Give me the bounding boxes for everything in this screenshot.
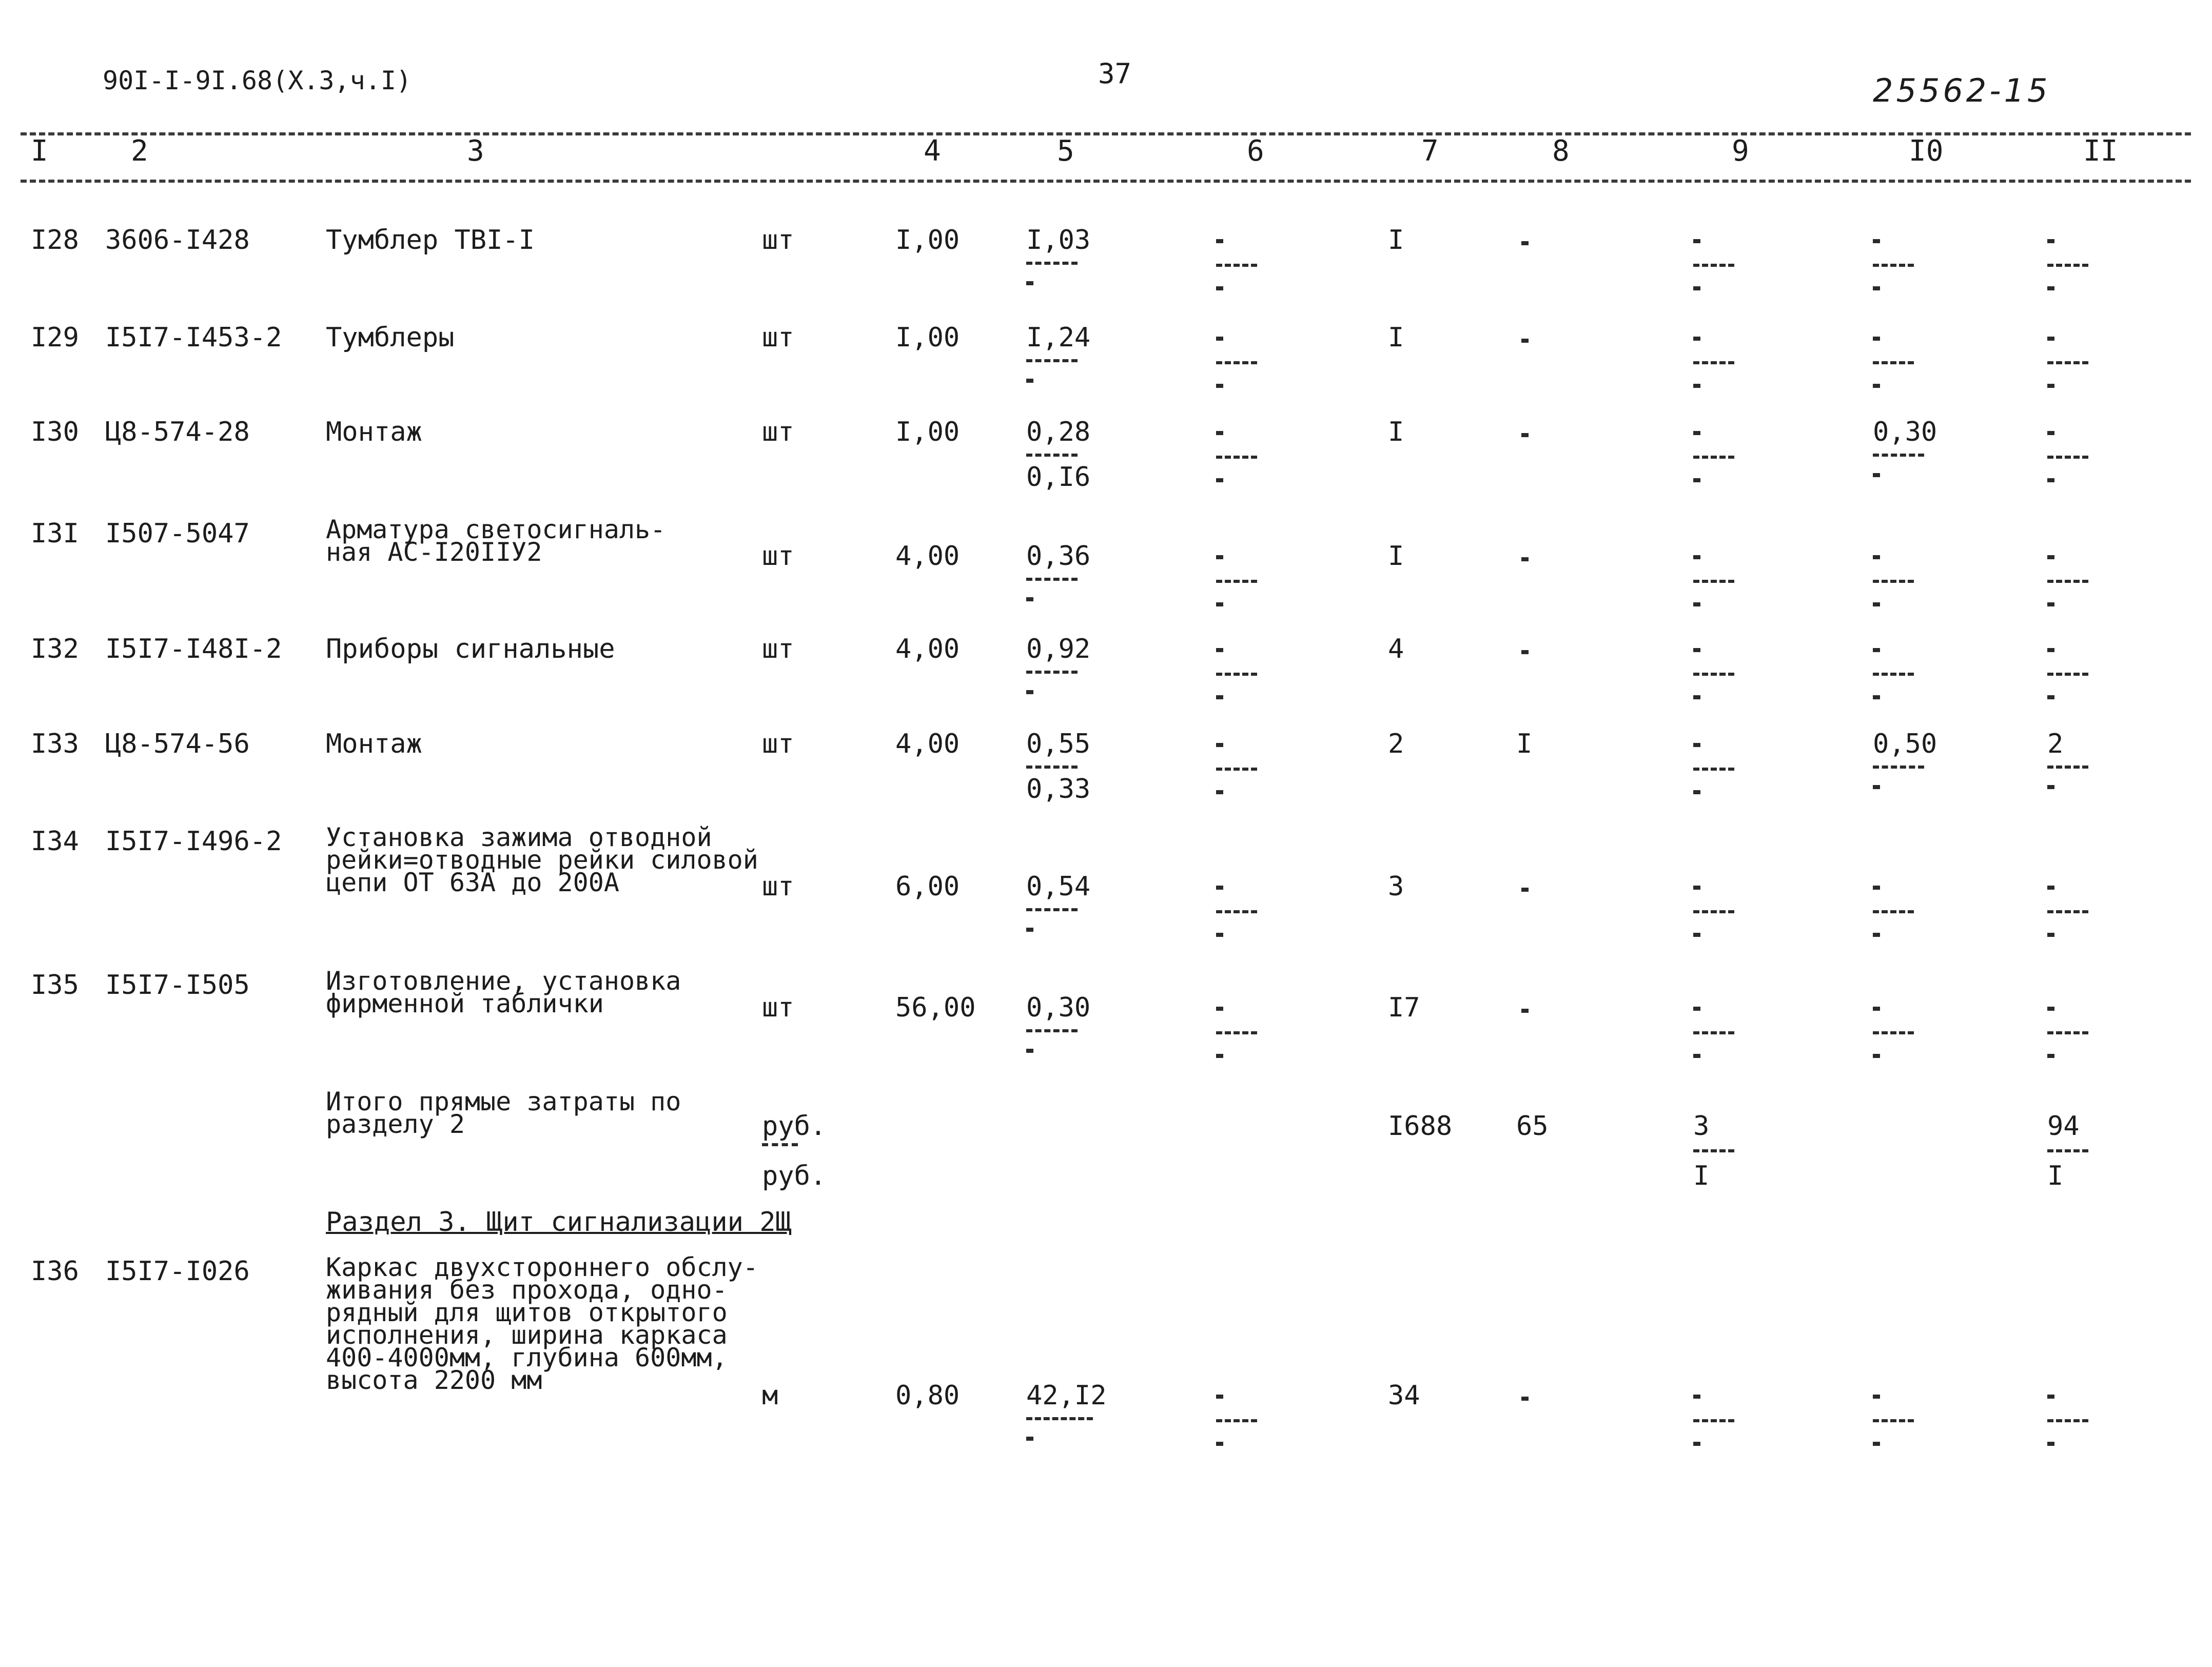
dash-mark-col10	[1873, 1054, 1880, 1058]
item-code: I5I7-I48I-2	[105, 634, 282, 664]
dash-mark-col10	[1873, 384, 1880, 388]
item-unit: шт	[762, 541, 794, 572]
item-col5: I,03	[1026, 225, 1091, 256]
fraction-bar	[2047, 1149, 2088, 1152]
fraction-bar	[1026, 359, 1078, 362]
fraction-bar	[1216, 361, 1257, 364]
dash-mark-col6	[1216, 1442, 1223, 1446]
fraction-bar	[1026, 1029, 1078, 1032]
item-name: Изготовление, установка фирменной таблички	[326, 966, 681, 1018]
dash-mark-col11	[2047, 1007, 2054, 1011]
dash-mark-col9	[1693, 239, 1700, 243]
fraction-bar	[1216, 910, 1257, 913]
dash-mark-col6	[1216, 555, 1223, 559]
fraction-bar	[2047, 910, 2088, 913]
dash-mark-col11	[2047, 337, 2054, 341]
fraction-bar	[2047, 361, 2088, 364]
dash-mark-col9	[1693, 286, 1700, 290]
dash-mark-col10	[1873, 1442, 1880, 1446]
item-col10: 0,50	[1873, 729, 1937, 759]
fraction-bar	[1026, 262, 1078, 265]
item-col5: 0,54	[1026, 871, 1091, 902]
dash-mark-col9	[1693, 478, 1700, 482]
item-col5: 0,92	[1026, 634, 1091, 664]
dash-mark-col10	[1873, 886, 1880, 890]
dash-mark-col11	[2047, 555, 2054, 559]
dash-mark-col6	[1216, 431, 1223, 435]
dash-mark-col8	[1521, 888, 1529, 892]
dash-mark-col10	[1873, 602, 1880, 606]
fraction-bar	[1026, 1417, 1093, 1420]
fraction-bar	[2047, 766, 2088, 769]
item-name: Приборы сигнальные	[326, 634, 615, 664]
dash-mark-col10	[1873, 555, 1880, 559]
total-label: Итого прямые затраты по разделу 2	[326, 1087, 681, 1139]
fraction-bar	[1026, 454, 1078, 457]
dash-mark-col11	[2047, 602, 2054, 606]
fraction-bar	[1693, 264, 1734, 267]
section-heading: Раздел 3. Щит сигнализации 2Щ	[326, 1207, 792, 1238]
item-code: I5I7-I026	[105, 1256, 250, 1287]
fraction-bar	[2047, 580, 2088, 583]
dash-mark-col9	[1693, 1442, 1700, 1446]
fraction-bar	[1693, 361, 1734, 364]
dash-mark-col9	[1693, 743, 1700, 747]
fraction-bar	[1873, 1419, 1914, 1422]
dash-mark-col6	[1216, 337, 1223, 341]
header-bottom-rule	[21, 180, 2191, 183]
item-unit: шт	[762, 992, 794, 1023]
total-unit-bottom: руб.	[762, 1161, 827, 1191]
fraction-bar	[2047, 1419, 2088, 1422]
dash-mark-col11	[2047, 384, 2054, 388]
dash-mark-col10	[1873, 337, 1880, 341]
row-number: I36	[31, 1256, 79, 1287]
fraction-bar	[1873, 766, 1924, 769]
dash-mark-col9	[1693, 790, 1700, 794]
item-col7: 3	[1388, 871, 1404, 902]
column-number: 4	[924, 134, 941, 168]
fraction-bar	[1873, 454, 1924, 457]
dash-mark-col10	[1873, 785, 1880, 789]
item-col7: I	[1388, 225, 1404, 256]
dash-mark-col11	[2047, 785, 2054, 789]
fraction-bar	[2047, 264, 2088, 267]
fraction-bar	[1693, 456, 1734, 459]
dash-mark-col11	[2047, 886, 2054, 890]
item-qty: 4,00	[895, 634, 960, 664]
row-number: I3I	[31, 518, 79, 549]
dash-mark-col9	[1693, 337, 1700, 341]
dash-mark-col6	[1216, 478, 1223, 482]
total-col11-top: 94	[2047, 1111, 2080, 1142]
dash-mark-col9	[1693, 1007, 1700, 1011]
dash-mark-col6	[1216, 384, 1223, 388]
dash-mark-col10	[1873, 648, 1880, 652]
fraction-bar	[1026, 671, 1078, 674]
item-name: Тумблер ТВI-I	[326, 225, 535, 256]
item-col5: 0,30	[1026, 992, 1091, 1023]
document-code: 90I-I-9I.68(X.3,ч.I)	[103, 66, 412, 95]
item-col8: I	[1516, 729, 1533, 759]
total-unit-top: руб.	[762, 1111, 827, 1142]
item-qty: I,00	[895, 322, 960, 353]
fraction-bar	[1693, 673, 1734, 676]
fraction-bar	[1216, 580, 1257, 583]
dash-mark-col9	[1693, 1395, 1700, 1399]
dash-mark-col11	[2047, 431, 2054, 435]
column-number: 8	[1552, 134, 1570, 168]
item-name: Монтаж	[326, 417, 422, 447]
dash-mark-col11	[2047, 1395, 2054, 1399]
fraction-bar	[1216, 768, 1257, 771]
dash-mark-col5	[1026, 690, 1033, 694]
fraction-bar	[1216, 456, 1257, 459]
dash-mark-col9	[1693, 602, 1700, 606]
item-unit: м	[762, 1380, 778, 1411]
dash-mark-col8	[1521, 557, 1529, 561]
item-col7: I7	[1388, 992, 1420, 1023]
item-code: I5I7-I453-2	[105, 322, 282, 353]
fraction-bar	[1216, 1419, 1257, 1422]
dash-mark-col10	[1873, 933, 1880, 937]
dash-mark-col5	[1026, 1437, 1033, 1441]
item-code: Ц8-574-28	[105, 417, 250, 447]
dash-mark-col11	[2047, 239, 2054, 243]
dash-mark-col6	[1216, 286, 1223, 290]
dash-mark-col9	[1693, 648, 1700, 652]
dash-mark-col5	[1026, 928, 1033, 932]
dash-mark-col9	[1693, 555, 1700, 559]
dash-mark-col8	[1521, 433, 1529, 437]
item-code: I5I7-I496-2	[105, 826, 282, 857]
total-col9-bottom: I	[1693, 1161, 1710, 1191]
column-number: 5	[1057, 134, 1074, 168]
fraction-bar	[762, 1143, 798, 1146]
fraction-bar	[2047, 1031, 2088, 1034]
fraction-bar	[2047, 456, 2088, 459]
item-qty: 6,00	[895, 871, 960, 902]
dash-mark-col8	[1521, 241, 1529, 245]
dash-mark-col9	[1693, 431, 1700, 435]
item-qty: 56,00	[895, 992, 976, 1023]
item-col5: 42,I2	[1026, 1380, 1107, 1411]
fraction-bar	[1873, 264, 1914, 267]
dash-mark-col6	[1216, 239, 1223, 243]
dash-mark-col6	[1216, 695, 1223, 699]
fraction-bar	[2047, 673, 2088, 676]
fraction-bar	[1216, 1031, 1257, 1034]
item-col7: I	[1388, 322, 1404, 353]
dash-mark-col10	[1873, 1007, 1880, 1011]
dash-mark-col5	[1026, 281, 1033, 285]
item-qty: 4,00	[895, 729, 960, 759]
total-col11-bottom: I	[2047, 1161, 2064, 1191]
dash-mark-col11	[2047, 933, 2054, 937]
item-col5: 0,28	[1026, 417, 1091, 447]
item-col5: 0,36	[1026, 541, 1091, 572]
item-col5-bottom: 0,I6	[1026, 462, 1091, 493]
fraction-bar	[1693, 768, 1734, 771]
column-number: II	[2083, 134, 2118, 168]
dash-mark-col6	[1216, 1395, 1223, 1399]
fraction-bar	[1873, 910, 1914, 913]
item-qty: I,00	[895, 225, 960, 256]
dash-mark-col9	[1693, 384, 1700, 388]
dash-mark-col11	[2047, 286, 2054, 290]
item-col7: 4	[1388, 634, 1404, 664]
item-unit: шт	[762, 634, 794, 664]
fraction-bar	[1873, 580, 1914, 583]
item-col5-bottom: 0,33	[1026, 774, 1091, 805]
dash-mark-col5	[1026, 597, 1033, 601]
dash-mark-col9	[1693, 933, 1700, 937]
dash-mark-col8	[1521, 650, 1529, 654]
page-number: 37	[1098, 57, 1132, 90]
item-qty: 4,00	[895, 541, 960, 572]
header-top-rule	[21, 132, 2191, 135]
fraction-bar	[1216, 264, 1257, 267]
row-number: I29	[31, 322, 79, 353]
row-number: I35	[31, 970, 79, 1001]
row-number: I28	[31, 225, 79, 256]
column-number: 3	[467, 134, 484, 168]
dash-mark-col5	[1026, 1049, 1033, 1053]
item-code: Ц8-574-56	[105, 729, 250, 759]
dash-mark-col5	[1026, 379, 1033, 383]
item-name: Тумблеры	[326, 322, 455, 353]
fraction-bar	[1026, 766, 1078, 769]
item-col7: 2	[1388, 729, 1404, 759]
dash-mark-col11	[2047, 478, 2054, 482]
column-number: I0	[1909, 134, 1944, 168]
dash-mark-col6	[1216, 602, 1223, 606]
sheet-number: 25562-15	[1873, 72, 2051, 109]
fraction-bar	[1693, 1149, 1734, 1152]
item-code: I5I7-I505	[105, 970, 250, 1001]
dash-mark-col10	[1873, 695, 1880, 699]
item-name: Каркас двухстороннего обслу- живания без прохода, одно- рядный для щитов открытого исполнения, ширина каркаса 400-4000мм, глубина 600мм, высота 2200 мм	[326, 1252, 758, 1395]
dash-mark-col10	[1873, 286, 1880, 290]
fraction-bar	[1693, 910, 1734, 913]
dash-mark-col8	[1521, 339, 1529, 343]
row-number: I34	[31, 826, 79, 857]
fraction-bar	[1873, 673, 1914, 676]
column-number: 2	[131, 134, 148, 168]
dash-mark-col11	[2047, 1442, 2054, 1446]
fraction-bar	[1873, 361, 1914, 364]
dash-mark-col10	[1873, 473, 1880, 477]
dash-mark-col6	[1216, 933, 1223, 937]
item-qty: I,00	[895, 417, 960, 447]
fraction-bar	[1693, 1419, 1734, 1422]
item-col5: 0,55	[1026, 729, 1091, 759]
item-unit: шт	[762, 322, 794, 353]
column-number: 6	[1247, 134, 1264, 168]
item-code: 3606-I428	[105, 225, 250, 256]
dash-mark-col9	[1693, 886, 1700, 890]
item-col5: I,24	[1026, 322, 1091, 353]
dash-mark-col6	[1216, 648, 1223, 652]
dash-mark-col6	[1216, 743, 1223, 747]
item-name: Арматура светосигналь- ная АС-I20IIУ2	[326, 515, 666, 567]
item-unit: шт	[762, 729, 794, 759]
dash-mark-col6	[1216, 1007, 1223, 1011]
dash-mark-col6	[1216, 1054, 1223, 1058]
dash-mark-col11	[2047, 648, 2054, 652]
dash-mark-col9	[1693, 1054, 1700, 1058]
item-unit: шт	[762, 871, 794, 902]
row-number: I33	[31, 729, 79, 759]
item-unit: шт	[762, 225, 794, 256]
fraction-bar	[1026, 578, 1078, 581]
item-col11: 2	[2047, 729, 2064, 759]
column-number: 9	[1732, 134, 1749, 168]
item-name: Монтаж	[326, 729, 422, 759]
dash-mark-col6	[1216, 886, 1223, 890]
total-col8: 65	[1516, 1111, 1549, 1142]
item-col7: I	[1388, 541, 1404, 572]
dash-mark-col9	[1693, 695, 1700, 699]
dash-mark-col10	[1873, 1395, 1880, 1399]
item-col7: I	[1388, 417, 1404, 447]
dash-mark-col11	[2047, 695, 2054, 699]
item-code: I507-5047	[105, 518, 250, 549]
total-col9-top: 3	[1693, 1111, 1710, 1142]
fraction-bar	[1693, 1031, 1734, 1034]
dash-mark-col6	[1216, 790, 1223, 794]
total-col7: I688	[1388, 1111, 1453, 1142]
dash-mark-col10	[1873, 239, 1880, 243]
item-col10: 0,30	[1873, 417, 1937, 447]
column-number: I	[31, 134, 48, 168]
dash-mark-col8	[1521, 1009, 1529, 1013]
item-col7: 34	[1388, 1380, 1420, 1411]
row-number: I32	[31, 634, 79, 664]
row-number: I30	[31, 417, 79, 447]
fraction-bar	[1026, 908, 1078, 911]
dash-mark-col11	[2047, 1054, 2054, 1058]
column-number: 7	[1421, 134, 1439, 168]
item-unit: шт	[762, 417, 794, 447]
item-name: Установка зажима отводной рейки=отводные рейки силовой цепи ОТ 63А до 200А	[326, 822, 758, 897]
dash-mark-col8	[1521, 1397, 1529, 1401]
fraction-bar	[1873, 1031, 1914, 1034]
item-qty: 0,80	[895, 1380, 960, 1411]
fraction-bar	[1693, 580, 1734, 583]
fraction-bar	[1216, 673, 1257, 676]
